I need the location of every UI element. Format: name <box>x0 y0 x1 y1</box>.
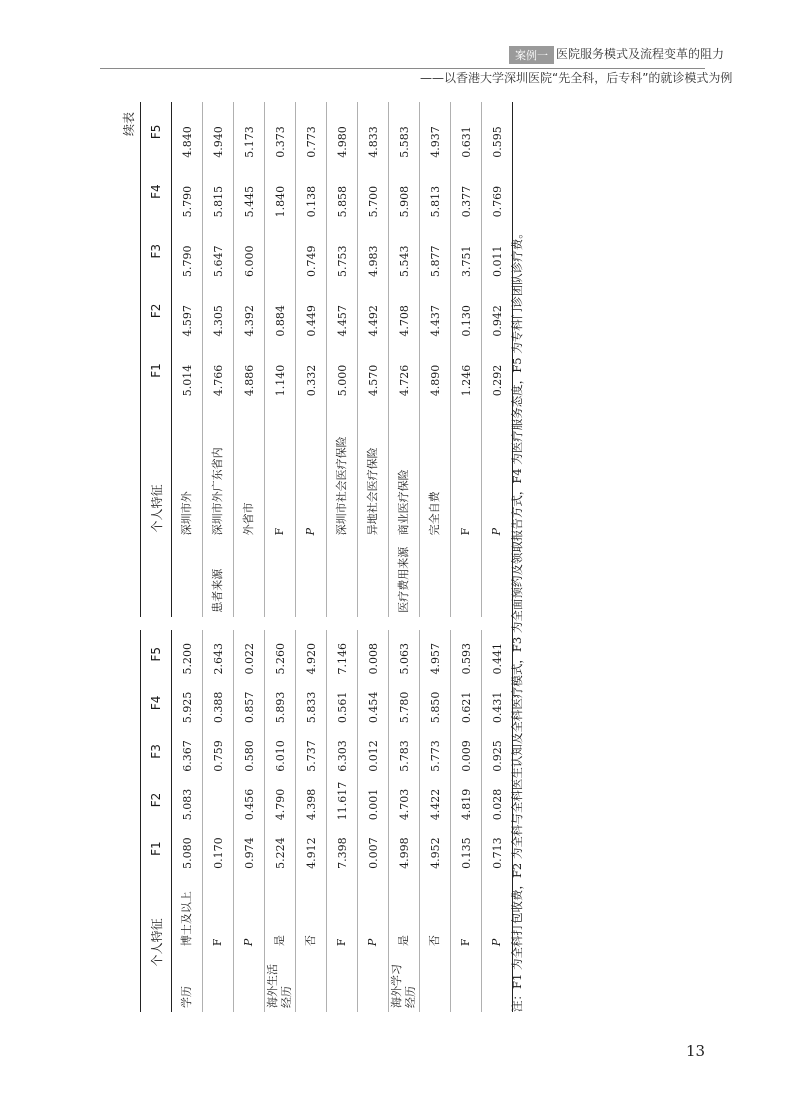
right-f1-cell: 1.246 <box>451 341 482 401</box>
left-f2-cell: 4.422 <box>420 776 451 825</box>
left-f2-cell: 11.617 <box>327 776 358 825</box>
right-f2-cell: 0.884 <box>265 281 296 341</box>
left-f2-cell: 5.083 <box>172 776 203 825</box>
right-level-cell: F <box>451 400 482 539</box>
left-f1-cell: 4.952 <box>420 824 451 873</box>
right-f4-cell: 5.790 <box>172 162 203 222</box>
header-feature-right: 个人特征 <box>141 400 172 616</box>
left-level-cell: 是 <box>265 873 296 950</box>
column-gap <box>451 617 482 630</box>
left-f1-cell: 0.974 <box>234 824 265 873</box>
right-level-cell: 外省市 <box>234 400 265 539</box>
left-f2-cell: 4.398 <box>296 776 327 825</box>
right-f1-cell: 5.014 <box>172 341 203 401</box>
right-f2-cell: 4.437 <box>420 281 451 341</box>
right-f4-cell: 0.138 <box>296 162 327 222</box>
column-gap <box>203 617 234 630</box>
right-group-cell <box>327 539 358 616</box>
right-f4-cell: 5.815 <box>203 162 234 222</box>
right-f4-cell: 5.445 <box>234 162 265 222</box>
left-level-cell: P <box>234 873 265 950</box>
left-f4-cell: 5.925 <box>172 679 203 728</box>
left-f3-cell: 6.010 <box>265 727 296 776</box>
right-f3-cell: 0.749 <box>296 221 327 281</box>
column-gap <box>327 617 358 630</box>
left-f3-cell: 6.367 <box>172 727 203 776</box>
left-level-cell: F <box>327 873 358 950</box>
case-badge: 案例一 <box>509 46 554 64</box>
table-body <box>172 102 513 1012</box>
column-gap <box>265 617 296 630</box>
left-f2-cell: 4.703 <box>389 776 420 825</box>
right-level-cell: 深圳市社会医疗保险 <box>327 400 358 539</box>
left-level-cell: 博士及以上 <box>172 873 203 950</box>
right-f3-cell: 6.000 <box>234 221 265 281</box>
left-f3-cell: 0.012 <box>358 727 389 776</box>
table-row <box>327 102 358 1012</box>
right-level-cell: P <box>482 400 513 539</box>
right-f3-cell: 5.790 <box>172 221 203 281</box>
right-f3-cell: 4.983 <box>358 221 389 281</box>
right-f3-cell: 3.751 <box>451 221 482 281</box>
right-f1-cell: 4.766 <box>203 341 234 401</box>
right-f5-cell: 4.937 <box>420 102 451 162</box>
left-group-cell <box>296 950 327 1012</box>
right-f5-cell: 4.840 <box>172 102 203 162</box>
right-f2-cell: 4.392 <box>234 281 265 341</box>
right-f3-cell: 5.647 <box>203 221 234 281</box>
right-f5-cell: 0.631 <box>451 102 482 162</box>
left-level-cell: 否 <box>420 873 451 950</box>
left-f5-cell: 5.063 <box>389 630 420 679</box>
left-f3-cell: 5.737 <box>296 727 327 776</box>
right-level-cell: 完全自费 <box>420 400 451 539</box>
right-f5-cell: 4.980 <box>327 102 358 162</box>
right-f3-cell: 5.753 <box>327 221 358 281</box>
left-f5-cell: 0.022 <box>234 630 265 679</box>
right-group-cell: 医疗费用来源 <box>389 539 420 616</box>
right-f5-cell: 0.373 <box>265 102 296 162</box>
right-f2-cell: 0.130 <box>451 281 482 341</box>
column-gap <box>296 617 327 630</box>
left-f5-cell: 0.441 <box>482 630 513 679</box>
left-level-cell: P <box>482 873 513 950</box>
header-f1: F1 <box>141 824 172 873</box>
right-f1-cell: 4.886 <box>234 341 265 401</box>
right-group-cell <box>265 539 296 616</box>
left-f3-cell: 0.925 <box>482 727 513 776</box>
left-f5-cell: 4.957 <box>420 630 451 679</box>
left-group-cell <box>451 950 482 1012</box>
left-f5-cell: 5.260 <box>265 630 296 679</box>
right-f1-cell: 5.000 <box>327 341 358 401</box>
left-f5-cell: 4.920 <box>296 630 327 679</box>
table-note: 注：F1 为全科打包收费，F2 为全科与全科医生认知及全科医疗模式，F3 为全面预约及领取报告方式，F4 为医疗服务态度，F5 为专科门诊团队诊疗费。 <box>510 227 524 1012</box>
header-f2-right: F2 <box>141 281 172 341</box>
left-f2-cell <box>203 776 234 825</box>
header-f1-right: F1 <box>141 341 172 401</box>
rotated-table-area <box>120 102 553 1012</box>
left-f1-cell: 7.398 <box>327 824 358 873</box>
left-f1-cell: 4.912 <box>296 824 327 873</box>
right-level-cell: 深圳市外 <box>172 400 203 539</box>
left-f4-cell: 0.454 <box>358 679 389 728</box>
right-f1-cell: 4.726 <box>389 341 420 401</box>
right-f3-cell <box>265 221 296 281</box>
left-level-cell: F <box>451 873 482 950</box>
left-group-cell <box>203 950 234 1012</box>
table-row <box>172 102 203 1012</box>
left-f1-cell: 0.170 <box>203 824 234 873</box>
left-group-cell <box>358 950 389 1012</box>
left-f4-cell: 0.388 <box>203 679 234 728</box>
header-f3-right: F3 <box>141 221 172 281</box>
right-level-cell: P <box>296 400 327 539</box>
left-f1-cell: 4.998 <box>389 824 420 873</box>
left-f2-cell: 0.028 <box>482 776 513 825</box>
right-f1-cell: 4.890 <box>420 341 451 401</box>
right-level-cell: 深圳市外广东省内 <box>203 400 234 539</box>
left-group-cell: 学历 <box>172 950 203 1012</box>
right-level-cell: 商业医疗保险 <box>389 400 420 539</box>
header-feature: 个人特征 <box>141 873 172 1012</box>
left-f3-cell: 5.783 <box>389 727 420 776</box>
column-gap <box>234 617 265 630</box>
left-group-cell: 海外生活经历 <box>265 950 296 1012</box>
left-group-cell: 海外学习经历 <box>389 950 420 1012</box>
right-f1-cell: 1.140 <box>265 341 296 401</box>
right-f2-cell: 4.305 <box>203 281 234 341</box>
left-f3-cell: 0.580 <box>234 727 265 776</box>
right-f1-cell: 0.292 <box>482 341 513 401</box>
right-f2-cell: 0.942 <box>482 281 513 341</box>
continued-label: 续表 <box>122 111 136 136</box>
right-f4-cell: 1.840 <box>265 162 296 222</box>
right-group-cell <box>451 539 482 616</box>
right-f2-cell: 4.597 <box>172 281 203 341</box>
right-f3-cell: 5.543 <box>389 221 420 281</box>
left-f3-cell: 5.773 <box>420 727 451 776</box>
column-gap <box>172 617 203 630</box>
right-group-cell <box>234 539 265 616</box>
right-f2-cell: 4.708 <box>389 281 420 341</box>
left-f2-cell: 0.456 <box>234 776 265 825</box>
left-f5-cell: 2.643 <box>203 630 234 679</box>
left-f1-cell: 5.224 <box>265 824 296 873</box>
header-f3: F3 <box>141 727 172 776</box>
left-f5-cell: 0.593 <box>451 630 482 679</box>
left-f5-cell: 5.200 <box>172 630 203 679</box>
left-level-cell: 否 <box>296 873 327 950</box>
left-f4-cell: 0.621 <box>451 679 482 728</box>
left-f1-cell: 0.007 <box>358 824 389 873</box>
left-f4-cell: 5.780 <box>389 679 420 728</box>
right-f4-cell: 0.377 <box>451 162 482 222</box>
header-f2: F2 <box>141 776 172 825</box>
right-f3-cell: 0.011 <box>482 221 513 281</box>
right-group-cell: 患者来源 <box>203 539 234 616</box>
left-f4-cell: 5.893 <box>265 679 296 728</box>
left-f4-cell: 0.431 <box>482 679 513 728</box>
right-group-cell <box>358 539 389 616</box>
right-f4-cell: 5.813 <box>420 162 451 222</box>
right-f5-cell: 5.583 <box>389 102 420 162</box>
left-f2-cell: 4.790 <box>265 776 296 825</box>
right-f4-cell: 5.908 <box>389 162 420 222</box>
header-gap <box>141 617 172 630</box>
table-row <box>451 102 482 1012</box>
landscape-content <box>120 102 553 1012</box>
table-row <box>358 102 389 1012</box>
left-f3-cell: 0.009 <box>451 727 482 776</box>
left-f4-cell: 0.561 <box>327 679 358 728</box>
right-f4-cell: 5.858 <box>327 162 358 222</box>
right-f2-cell: 4.492 <box>358 281 389 341</box>
left-f2-cell: 4.819 <box>451 776 482 825</box>
right-f5-cell: 4.833 <box>358 102 389 162</box>
right-group-cell <box>420 539 451 616</box>
table-row <box>203 102 234 1012</box>
right-level-cell: F <box>265 400 296 539</box>
column-gap <box>389 617 420 630</box>
table-row <box>296 102 327 1012</box>
right-f4-cell: 0.769 <box>482 162 513 222</box>
table-row <box>234 102 265 1012</box>
table-row <box>420 102 451 1012</box>
header-f5: F5 <box>141 630 172 679</box>
right-f1-cell: 4.570 <box>358 341 389 401</box>
left-f2-cell: 0.001 <box>358 776 389 825</box>
left-f4-cell: 5.850 <box>420 679 451 728</box>
column-gap <box>358 617 389 630</box>
left-f4-cell: 0.857 <box>234 679 265 728</box>
right-f2-cell: 0.449 <box>296 281 327 341</box>
left-f1-cell: 0.713 <box>482 824 513 873</box>
table-header-row <box>141 102 172 1012</box>
right-f5-cell: 5.173 <box>234 102 265 162</box>
left-group-cell <box>420 950 451 1012</box>
right-f5-cell: 0.595 <box>482 102 513 162</box>
header-f5-right: F5 <box>141 102 172 162</box>
running-header-subtitle: ——以香港大学深圳医院“先全科，后专科”的就诊模式为例 <box>420 71 733 85</box>
left-f1-cell: 5.080 <box>172 824 203 873</box>
left-f4-cell: 5.833 <box>296 679 327 728</box>
right-f5-cell: 4.940 <box>203 102 234 162</box>
left-f3-cell: 6.303 <box>327 727 358 776</box>
right-f3-cell: 5.877 <box>420 221 451 281</box>
data-table <box>140 102 513 1012</box>
table-row <box>389 102 420 1012</box>
column-gap <box>420 617 451 630</box>
right-group-cell <box>296 539 327 616</box>
right-f5-cell: 0.773 <box>296 102 327 162</box>
right-level-cell: 异地社会医疗保险 <box>358 400 389 539</box>
right-f2-cell: 4.457 <box>327 281 358 341</box>
header-f4-right: F4 <box>141 162 172 222</box>
left-f5-cell: 7.146 <box>327 630 358 679</box>
left-group-cell <box>327 950 358 1012</box>
left-level-cell: F <box>203 873 234 950</box>
page-number: 13 <box>686 1042 706 1060</box>
right-group-cell <box>172 539 203 616</box>
left-level-cell: P <box>358 873 389 950</box>
left-f3-cell: 0.759 <box>203 727 234 776</box>
left-group-cell <box>234 950 265 1012</box>
right-f4-cell: 5.700 <box>358 162 389 222</box>
table-row <box>265 102 296 1012</box>
header-f4: F4 <box>141 679 172 728</box>
right-f1-cell: 0.332 <box>296 341 327 401</box>
left-level-cell: 是 <box>389 873 420 950</box>
left-f1-cell: 0.135 <box>451 824 482 873</box>
left-f5-cell: 0.008 <box>358 630 389 679</box>
running-header-title: 医院服务模式及流程变革的阻力 <box>556 47 725 61</box>
